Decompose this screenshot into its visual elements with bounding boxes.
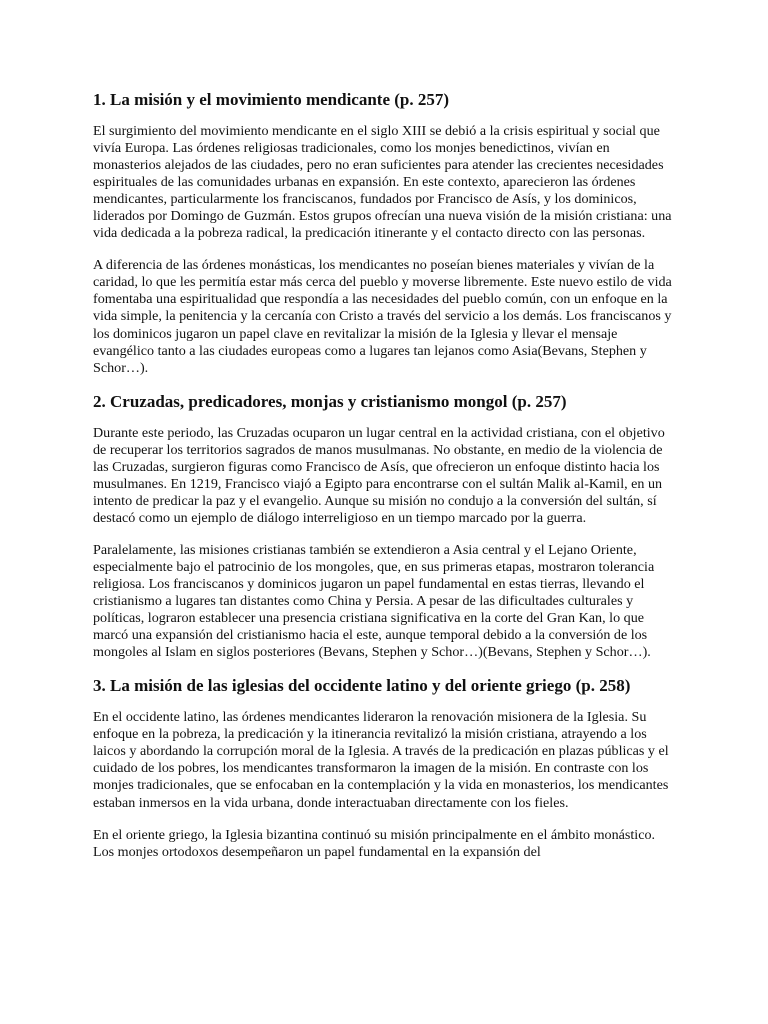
paragraph: Durante este periodo, las Cruzadas ocuparon un lugar central en la actividad cristiana, con el objetivo de recuperar los territorios sagrados de manos musulmanas. No obstante, en medio de la violencia de las Cruzadas, surgieron figuras como Francisco de Asís, que ofrecieron un enfoque distinto hacia los musulmanes. En 1219, Francisco viajó a Egipto para encontrarse con el sultán Malik al-Kamil, en un intento de predicar la paz y el evangelio. Aunque su misión no condujo a la conversión del sultán, sí destacó como un ejemplo de diálogo interreligioso en un tiempo marcado por la guerra. — [93, 424, 665, 526]
paragraph: El surgimiento del movimiento mendicante en el siglo XIII se debió a la crisis espiritual y social que vivía Europa. Las órdenes religiosas tradicionales, como los monjes benedictinos, vivían en monasterios alejados de las ciudades, pero no eran suficientes para atender las crecientes necesidades espirituales de las comunidades urbanas en expansión. En este contexto, aparecieron las órdenes mendicantes, particularmente los franciscanos, fundados por Francisco de Asís, y los dominicos, liderados por Domingo de Guzmán. Estos grupos ofrecían una nueva visión de la misión cristiana: una vida dedicada a la pobreza radical, la predicación itinerante y el contacto directo con las personas. — [93, 123, 672, 242]
document-page — [93, 90, 679, 876]
section-1 — [93, 90, 679, 377]
paragraph: A diferencia de las órdenes monásticas, los mendicantes no poseían bienes materiales y vivían de la caridad, lo que les permitía estar más cerca del pueblo y moverse libremente. Este nuevo estilo de vida fomentaba una espiritualidad que respondía a las necesidades del pueblo común, con un enfoque en la vida simple, la penitencia y la cercanía con Cristo a través del servicio a los demás. Los franciscanos y los dominicos jugaron un papel clave en revitalizar la misión de la Iglesia y llevar el mensaje evangélico tanto a las ciudades europeas como a lugares tan lejanos como Asia(Bevans, Stephen y Schor…). — [93, 257, 672, 376]
paragraph: En el oriente griego, la Iglesia bizantina continuó su misión principalmente en el ámbito monástico. Los monjes ortodoxos desempeñaron un papel fundamental en la expansión del — [93, 826, 656, 860]
paragraph: Paralelamente, las misiones cristianas también se extendieron a Asia central y el Lejano Oriente, especialmente bajo el patrocinio de los mongoles, que, en sus primeras etapas, mostraron tolerancia religiosa. Los franciscanos y dominicos jugaron un papel fundamental en estas tierras, llevando el cristianismo a lugares tan distantes como China y Persia. A pesar de las dificultades culturales y políticas, lograron establecer una presencia cristiana significativa en la corte del Gran Kan, lo que marcó una expansión del cristianismo hacia el este, aunque temporal debido a la conversión de los mongoles al Islam en siglos posteriores (Bevans, Stephen y Schor…)(Bevans, Stephen y Schor…). — [93, 541, 655, 661]
section-2 — [93, 392, 679, 662]
section-3 — [93, 676, 679, 860]
section-heading: 3. La misión de las iglesias del occidente latino y del oriente griego (p. 258) — [93, 676, 631, 696]
section-heading: 1. La misión y el movimiento mendicante (p. 257) — [93, 90, 450, 109]
section-heading: 2. Cruzadas, predicadores, monjas y cristianismo mongol (p. 257) — [93, 391, 567, 411]
paragraph: En el occidente latino, las órdenes mendicantes lideraron la renovación misionera de la Iglesia. Su enfoque en la pobreza, la predicación y la itinerancia revitalizó la misión cristiana, atrayendo a los laicos y abordando la corrupción moral de la Iglesia. A través de la predicación en plazas públicas y el cuidado de los pobres, los mendicantes transformaron la imagen de la misión. En contraste con los monjes tradicionales, que se enfocaban en la contemplación y la vida en monasterios, los mendicantes estaban inmersos en la vida urbana, donde interactuaban directamente con los fieles. — [93, 709, 669, 811]
